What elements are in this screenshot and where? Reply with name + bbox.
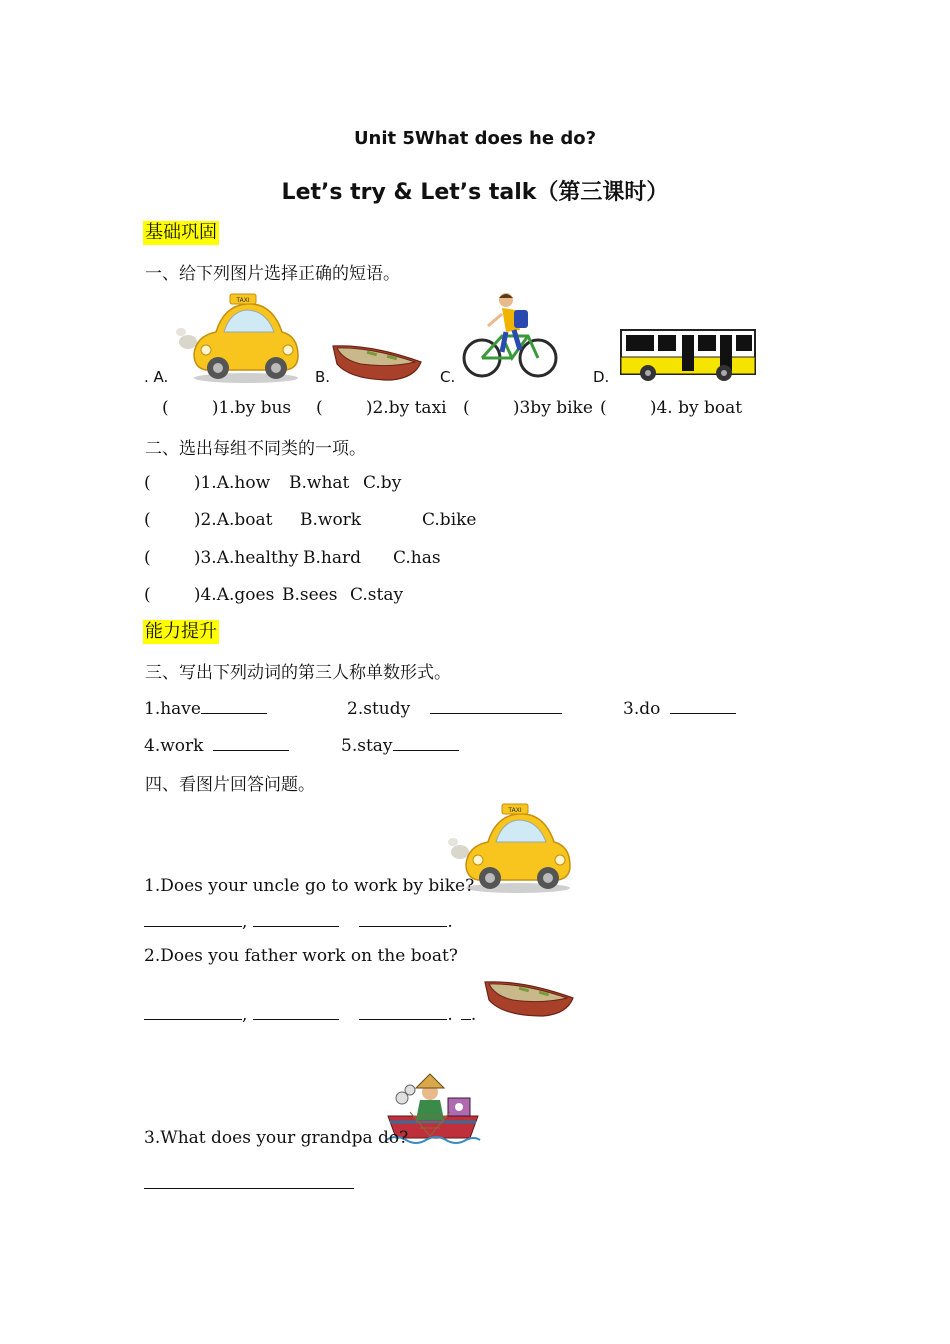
q2-row-2-a[interactable]: ( )2.A.boat [144,510,273,530]
q1-item-4[interactable]: ( )4. by boat [600,398,743,418]
q2-row-4-c: C.stay [350,585,404,605]
q3-item-3: 3.do [623,697,736,719]
q1-label-a: . A. [144,368,169,386]
q4-answer-1: , . [144,910,453,932]
q1-label-d: D. [593,368,610,386]
q2-row-3-c: C.has [393,548,441,568]
bike-image [462,292,558,380]
q4-answer-3 [144,1172,354,1194]
q2-row-2-c: C.bike [422,510,477,530]
q4-a3-blank[interactable] [144,1172,354,1189]
taxi-sign-text: TAXI [236,297,250,304]
q4-a2-blank-4[interactable] [461,1003,471,1020]
q2-row-2-b: B.work [300,510,362,530]
q4-a2-blank-2[interactable] [253,1003,339,1020]
boat-image [331,338,423,382]
q3-blank-1[interactable] [201,697,267,714]
q2-row-3-b: B.hard [303,548,361,568]
bus-image [620,329,756,381]
q2-row-1-a[interactable]: ( )1.A.how [144,473,271,493]
q3-item-5: 5.stay [341,734,459,756]
q4-a1-blank-3[interactable] [359,910,447,927]
q4-answer-2: , . . [144,1003,476,1025]
q4-question-3: 3.What does your grandpa do? [144,1128,409,1148]
q2-row-1-c: C.by [363,473,402,493]
q2-row-4-b: B.sees [282,585,338,605]
q3-item-4: 4.work [144,734,289,756]
q1-heading: 一、给下列图片选择正确的短语。 [145,264,400,284]
q3-blank-4[interactable] [213,734,289,751]
q1-label-b: B. [315,368,331,386]
taxi-image [176,292,302,384]
page-subtitle: Let’s try & Let’s talk（第三课时） [281,180,669,205]
section-label-basic: 基础巩固 [145,222,217,243]
q3-blank-2[interactable] [430,697,562,714]
q4-a1-blank-2[interactable] [253,910,339,927]
q3-heading: 三、写出下列动词的第三人称单数形式。 [145,663,451,683]
q3-item-1: 1.have [144,697,267,719]
q4-heading: 四、看图片回答问题。 [145,775,315,795]
q2-row-4-a[interactable]: ( )4.A.goes [144,585,275,605]
q3-blank-5[interactable] [393,734,459,751]
q4-a2-blank-1[interactable] [144,1003,242,1020]
q2-heading: 二、选出每组不同类的一项。 [145,439,366,459]
q1-item-3[interactable]: ( )3by bike [463,398,593,418]
q3-item-2: 2.study [347,697,562,719]
taxi-sign-text-2: TAXI [508,807,522,814]
boat-image-2 [483,974,575,1018]
q2-row-3-a[interactable]: ( )3.A.healthy [144,548,299,568]
q1-item-2[interactable]: ( )2.by taxi [316,398,447,418]
q3-blank-3[interactable] [670,697,736,714]
q4-question-1: 1.Does your uncle go to work by bike? [144,876,475,896]
q4-a1-blank-1[interactable] [144,910,242,927]
q2-row-1-b: B.what [289,473,350,493]
page-title: Unit 5What does he do? [353,128,597,149]
q4-a2-blank-3[interactable] [359,1003,447,1020]
section-label-advanced: 能力提升 [145,621,217,642]
q1-item-1[interactable]: ( )1.by bus [162,398,292,418]
q4-question-2: 2.Does you father work on the boat? [144,946,458,966]
q1-label-c: C. [440,368,456,386]
